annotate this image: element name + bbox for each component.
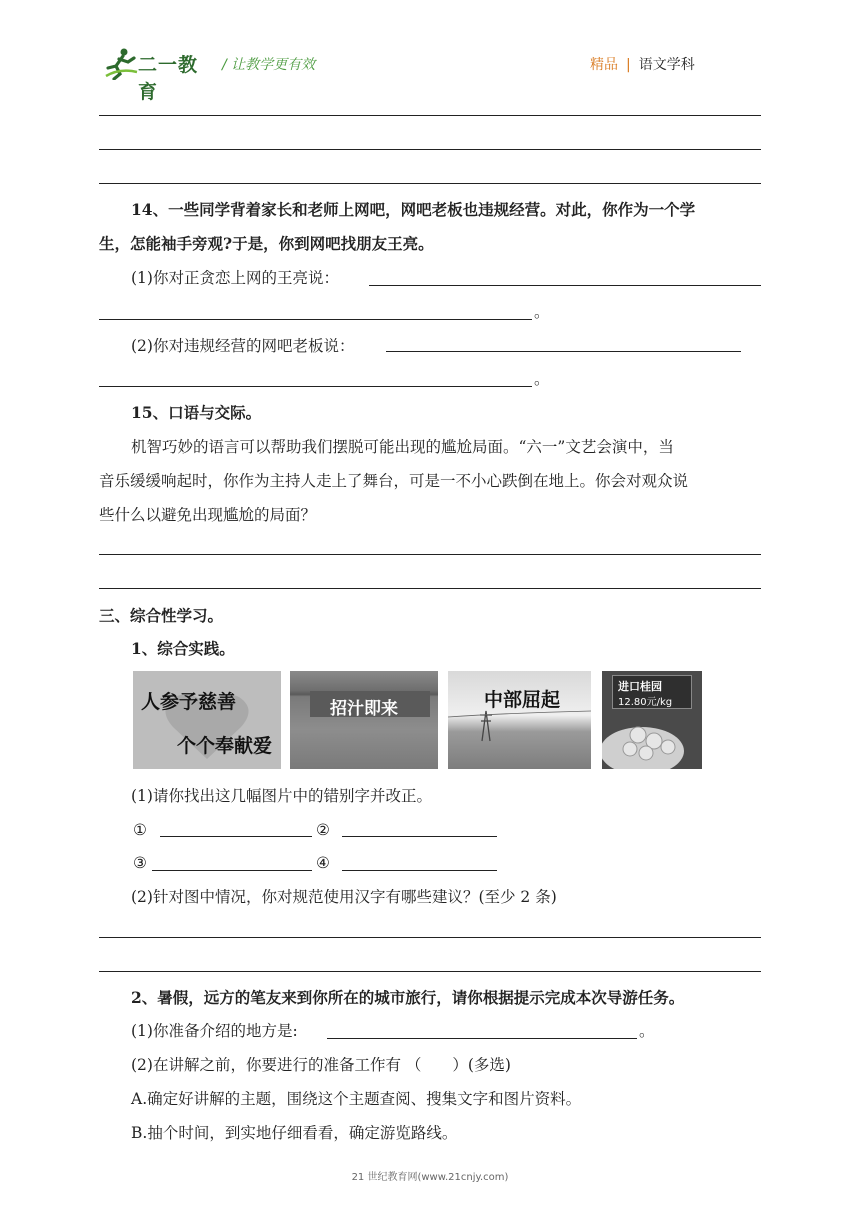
page-footer: 21 世纪教育网(www.21cnjy.com) bbox=[351, 1172, 509, 1183]
answer-line[interactable] bbox=[99, 937, 761, 938]
blank-number-3: ③ bbox=[133, 854, 147, 872]
section3-q1: (1)请你找出这几幅图片中的错别字并改正。 bbox=[131, 787, 432, 805]
picture-fruit-stall bbox=[602, 671, 702, 769]
section3-2-q1-end: 。 bbox=[639, 1022, 655, 1040]
slogan: / 让教学更有效 bbox=[222, 57, 316, 73]
place-blank[interactable] bbox=[327, 1038, 637, 1039]
q15-line1: 机智巧妙的语言可以帮助我们摆脱可能出现的尴尬局面。“六一”文艺会演中，当 bbox=[131, 438, 674, 456]
answer-line[interactable] bbox=[99, 554, 761, 555]
q15-line3: 些什么以避免出现尴尬的局面？ bbox=[99, 506, 317, 524]
section3-q2: (2)针对图中情况，你对规范使用汉字有哪些建议？(至少 2 条) bbox=[131, 888, 557, 906]
answer-line bbox=[99, 183, 761, 184]
q14-sub1-blank-cont[interactable] bbox=[99, 319, 532, 320]
longan-fruit-icon bbox=[602, 671, 702, 769]
q15-line2: 音乐缓缓响起时，你作为主持人走上了舞台，可是一不小心跌倒在地上。你会对观众说 bbox=[99, 472, 689, 490]
correction-blank-4[interactable] bbox=[342, 870, 497, 871]
header-separator: | bbox=[626, 57, 631, 73]
answer-line bbox=[99, 149, 761, 150]
section3-2-q1: (1)你准备介绍的地方是: bbox=[131, 1022, 298, 1040]
logo bbox=[104, 46, 214, 103]
blank-number-2: ② bbox=[316, 821, 330, 839]
q14-sub2-blank[interactable] bbox=[386, 351, 741, 352]
option-a: A.确定好讲解的主题，围绕这个主题查阅、搜集文字和图片资料。 bbox=[131, 1090, 582, 1108]
subject-label: 语文学科 bbox=[638, 57, 695, 73]
correction-blank-1[interactable] bbox=[160, 836, 312, 837]
correction-blank-3[interactable] bbox=[152, 870, 312, 871]
picture-wall-text: 招汁即来 bbox=[330, 699, 398, 719]
answer-line[interactable] bbox=[99, 971, 761, 972]
q14-stem-line1: 14、一些同学背着家长和老师上网吧，网吧老板也违规经营。对此，你作为一个学 bbox=[131, 200, 696, 219]
option-b: B.抽个时间，到实地仔细看看，确定游览路线。 bbox=[131, 1124, 458, 1142]
section3-2-title: 2、暑假，远方的笔友来到你所在的城市旅行，请你根据提示完成本次导游任务。 bbox=[131, 988, 685, 1007]
q14-sub1: (1)你对正贪恋上网的王亮说： bbox=[131, 269, 339, 287]
section3-title: 三、综合性学习。 bbox=[99, 606, 224, 625]
q14-sub2-end: 。 bbox=[534, 370, 550, 388]
answer-line bbox=[99, 115, 761, 116]
picture-fruit-sign-text: 进口桂园 bbox=[618, 680, 662, 693]
quality-badge: 精品 bbox=[590, 57, 618, 73]
picture-wall-slogan bbox=[290, 671, 438, 769]
answer-line[interactable] bbox=[99, 588, 761, 589]
q14-sub2-blank-cont[interactable] bbox=[99, 386, 532, 387]
picture-charity-text2: 个个奉献爱 bbox=[177, 735, 273, 757]
picture-field-text: 中部屈起 bbox=[484, 689, 561, 711]
page-header bbox=[0, 0, 860, 103]
blank-number-1: ① bbox=[133, 821, 147, 839]
q15-title: 15、口语与交际。 bbox=[131, 403, 262, 422]
logo-text: 二一教育 bbox=[138, 54, 199, 103]
picture-field bbox=[448, 671, 591, 769]
picture-charity-text1: 人参予慈善 bbox=[141, 691, 237, 713]
header-subject bbox=[590, 54, 695, 74]
q14-sub1-blank[interactable] bbox=[369, 285, 761, 286]
picture-charity bbox=[133, 671, 281, 769]
section3-2-q2: (2)在讲解之前，你要进行的准备工作有 （ ）(多选) bbox=[131, 1056, 511, 1074]
correction-blank-2[interactable] bbox=[342, 836, 497, 837]
q14-sub1-end: 。 bbox=[534, 303, 550, 321]
q14-sub2: (2)你对违规经营的网吧老板说： bbox=[131, 337, 355, 355]
section3-sub1-title: 1、综合实践。 bbox=[131, 639, 235, 658]
picture-fruit-price-text: 12.80元/kg bbox=[618, 697, 673, 708]
runner-logo-icon bbox=[104, 46, 138, 80]
q14-stem-line2: 生，怎能袖手旁观?于是，你到网吧找朋友王亮。 bbox=[99, 234, 434, 253]
blank-number-4: ④ bbox=[316, 854, 330, 872]
